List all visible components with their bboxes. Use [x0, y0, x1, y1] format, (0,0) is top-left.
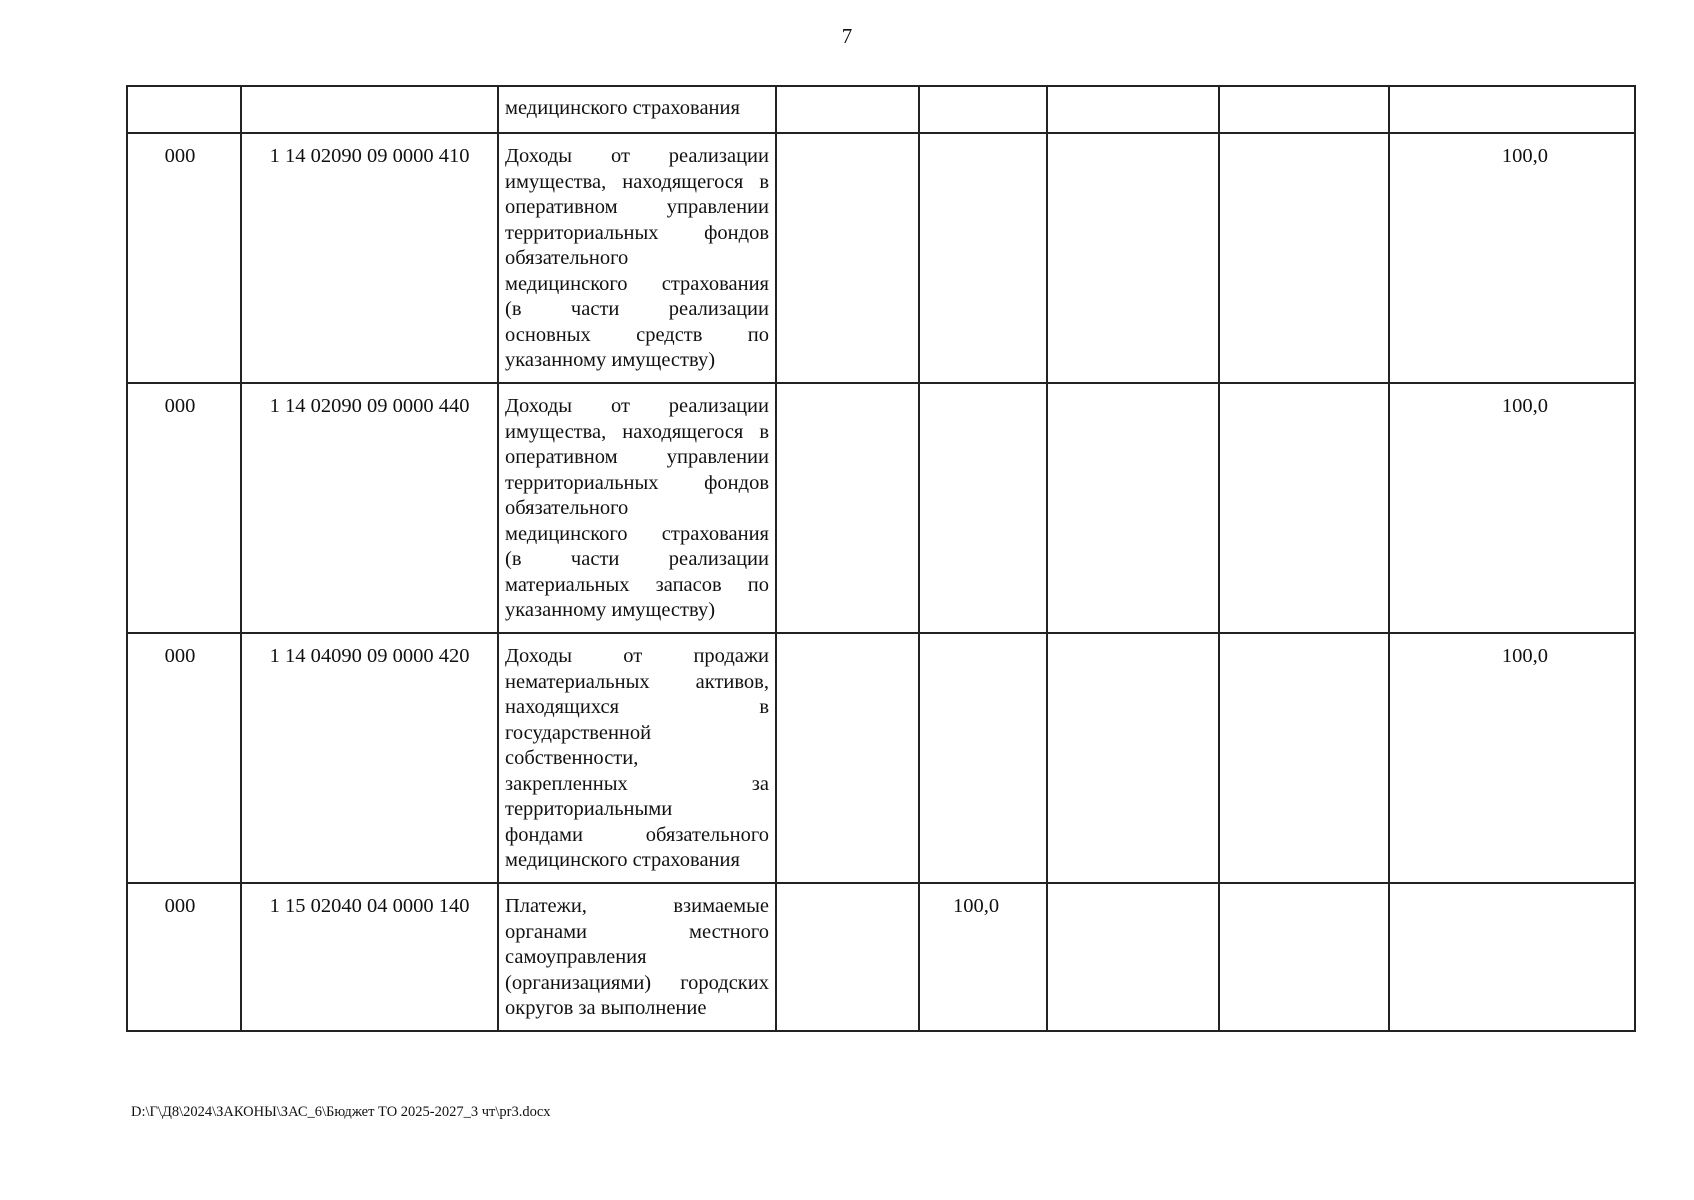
revenue-name-line: Доходы от продажи: [505, 645, 769, 667]
revenue-table: [126, 85, 1636, 1032]
budget-classification-code-cell: [241, 86, 498, 133]
value-cell-2: [919, 633, 1047, 883]
value-cell-2: [919, 86, 1047, 133]
value-cell-5: 100,0: [1389, 133, 1635, 383]
revenue-name-line: Доходы от реализации: [505, 395, 769, 417]
admin-code-cell: 000: [127, 133, 241, 383]
admin-code-cell: 000: [127, 633, 241, 883]
value-cell-4: [1219, 133, 1389, 383]
revenue-name-line: (организациями) городских: [505, 971, 769, 994]
revenue-name-line: оперативном управлении: [505, 196, 769, 218]
value-cell-5: [1389, 883, 1635, 1031]
budget-classification-code-cell: 1 14 02090 09 0000 410: [241, 133, 498, 383]
revenue-name-line: медицинского страхования: [505, 522, 769, 545]
document-file-path: D:\Г\Д8\2024\ЗАКОНЫ\ЗАС_6\Бюджет ТО 2025-2027_3 чт\pr3.docx: [131, 1104, 551, 1120]
value-cell-2: [919, 133, 1047, 383]
revenue-name-line: медицинского страхования: [505, 272, 769, 295]
value-cell-4: [1219, 383, 1389, 633]
revenue-name-cell: [498, 383, 776, 633]
value-cell-2: 100,0: [919, 883, 1047, 1031]
value-cell-5: 100,0: [1389, 383, 1635, 633]
table-row: [127, 86, 1635, 133]
value-cell-3: [1047, 883, 1219, 1031]
revenue-name-line: обязательного: [505, 497, 629, 519]
revenue-name-line: территориальных фондов: [505, 471, 769, 494]
budget-classification-code-cell: 1 14 04090 09 0000 420: [241, 633, 498, 883]
value-cell-1: [776, 86, 919, 133]
admin-code-cell: 000: [127, 883, 241, 1031]
value-cell-1: [776, 883, 919, 1031]
table-row: [127, 633, 1635, 883]
revenue-name-line: территориальными: [505, 798, 673, 820]
revenue-name-line: основных средств по: [505, 323, 769, 346]
admin-code-cell: [127, 86, 241, 133]
revenue-name-line: органами местного: [505, 920, 769, 943]
revenue-name-line: имущества, находящегося в: [505, 170, 769, 193]
value-cell-5: [1389, 86, 1635, 133]
budget-classification-code-cell: 1 15 02040 04 0000 140: [241, 883, 498, 1031]
revenue-name-line: фондами обязательного: [505, 823, 769, 846]
revenue-name-line: материальных запасов по: [505, 573, 769, 596]
revenue-name-line: Доходы от реализации: [505, 145, 769, 167]
table-row: [127, 133, 1635, 383]
table-row: [127, 883, 1635, 1031]
revenue-name-line: находящихся в: [505, 696, 769, 718]
revenue-name-line: округов за выполнение: [505, 997, 707, 1019]
value-cell-3: [1047, 133, 1219, 383]
value-cell-3: [1047, 86, 1219, 133]
revenue-name-cell: [498, 633, 776, 883]
budget-classification-code-cell: 1 14 02090 09 0000 440: [241, 383, 498, 633]
value-cell-1: [776, 633, 919, 883]
revenue-name-line: медицинского страхования: [505, 849, 740, 871]
value-cell-1: [776, 133, 919, 383]
revenue-name-line: (в части реализации: [505, 298, 769, 320]
revenue-name-line: указанному имуществу): [505, 599, 716, 621]
revenue-name-line: обязательного: [505, 247, 629, 269]
revenue-name-line: закрепленных за: [505, 772, 769, 795]
revenue-name-line: государственной: [505, 721, 652, 744]
table-row: [127, 383, 1635, 633]
revenue-name-line: территориальных фондов: [505, 221, 769, 244]
revenue-name-cell: [498, 133, 776, 383]
value-cell-3: [1047, 383, 1219, 633]
revenue-name-line: собственности,: [505, 747, 639, 769]
value-cell-4: [1219, 86, 1389, 133]
revenue-name-line: (в части реализации: [505, 548, 769, 570]
value-cell-2: [919, 383, 1047, 633]
page-number: 7: [841, 24, 853, 48]
value-cell-5: 100,0: [1389, 633, 1635, 883]
value-cell-1: [776, 383, 919, 633]
revenue-name-line: имущества, находящегося в: [505, 420, 769, 443]
revenue-name-line: Платежи, взимаемые: [505, 895, 769, 917]
revenue-name-line: самоуправления: [505, 946, 647, 968]
revenue-name-line: медицинского страхования: [505, 97, 740, 119]
value-cell-4: [1219, 883, 1389, 1031]
revenue-name-line: указанному имуществу): [505, 349, 716, 371]
table-body: [127, 86, 1635, 1031]
revenue-name-line: нематериальных активов,: [505, 670, 769, 693]
value-cell-3: [1047, 633, 1219, 883]
revenue-name-line: оперативном управлении: [505, 446, 769, 468]
value-cell-4: [1219, 633, 1389, 883]
revenue-name-cell: [498, 86, 776, 133]
revenue-name-cell: [498, 883, 776, 1031]
admin-code-cell: 000: [127, 383, 241, 633]
